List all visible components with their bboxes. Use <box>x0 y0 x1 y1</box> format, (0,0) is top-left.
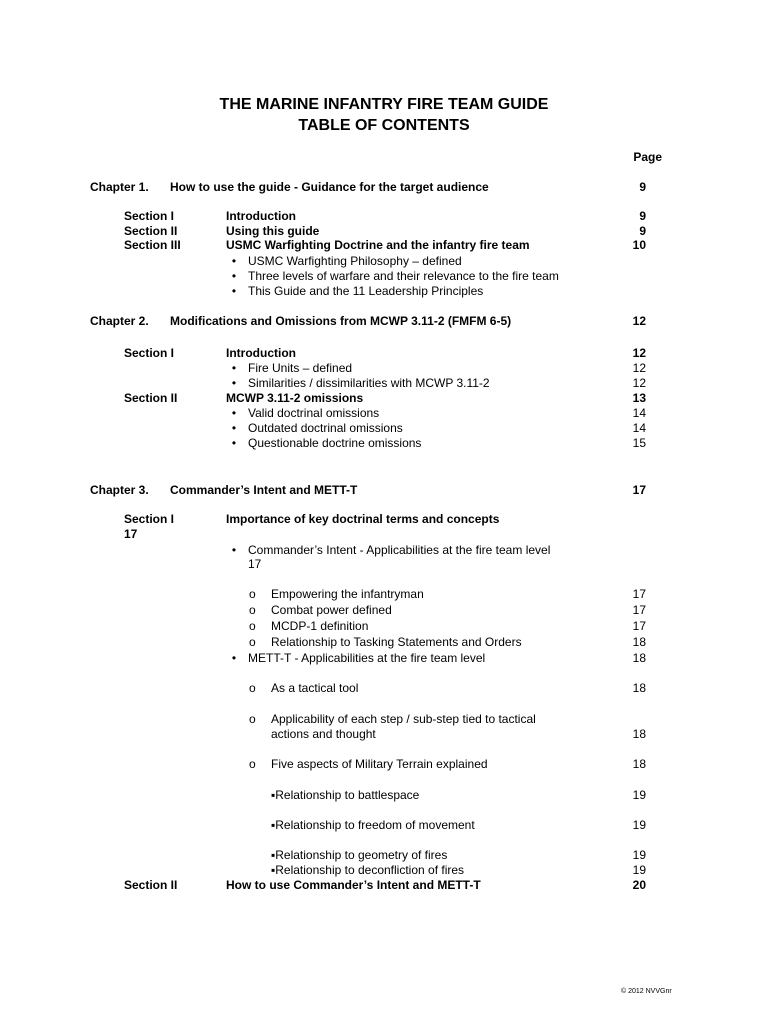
circle-bullet-icon: o <box>249 587 256 601</box>
bullet-icon: • <box>231 254 237 268</box>
ch3-section-1-page: 17 <box>124 527 138 541</box>
ch3-terrain-item: Five aspects of Military Terrain explained <box>271 757 488 771</box>
chapter-2-page: 12 <box>632 314 646 328</box>
ch1-section-3-title: USMC Warfighting Doctrine and the infantry fire team <box>226 238 530 252</box>
page-column-header: Page <box>633 150 662 164</box>
ch2-section-1-title: Introduction <box>226 346 296 360</box>
ch3-rel-item-2-page: 19 <box>632 818 646 832</box>
circle-bullet-icon: o <box>249 603 256 617</box>
ch3-tool-page: 18 <box>632 681 646 695</box>
bullet-icon: • <box>231 543 237 557</box>
bullet-icon: • <box>231 361 237 375</box>
ch2-section-1-label: Section I <box>124 346 175 360</box>
ch1-bullet-1: USMC Warfighting Philosophy – defined <box>248 254 462 268</box>
bullet-icon: • <box>231 376 237 390</box>
ch2-section-2-label: Section II <box>124 391 178 405</box>
bullet-icon: • <box>231 436 237 450</box>
chapter-1-page: 9 <box>639 180 646 194</box>
bullet-icon: • <box>231 406 237 420</box>
chapter-2-title: Modifications and Omissions from MCWP 3.11-2 (FMFM 6-5) <box>170 314 512 328</box>
ch3-intent-sub-2-page: 17 <box>632 603 646 617</box>
ch3-rel-item-3-page: 19 <box>632 848 646 862</box>
ch3-intent-sub-1-page: 17 <box>632 587 646 601</box>
ch3-tool-item: As a tactical tool <box>271 681 359 695</box>
ch3-rel-item-1: ▪Relationship to battlespace <box>271 788 420 802</box>
circle-bullet-icon: o <box>249 757 256 771</box>
chapter-1-label: Chapter 1. <box>90 180 149 194</box>
ch1-section-1-label: Section I <box>124 209 175 223</box>
ch3-intent-sub-3: MCDP-1 definition <box>271 619 369 633</box>
ch3-applic-line-1: Applicability of each step / sub-step tied to tactical <box>271 712 536 726</box>
ch2-sec2-item-1: Valid doctrinal omissions <box>248 406 380 420</box>
ch2-sec2-item-1-page: 14 <box>632 406 646 420</box>
ch2-sec1-item-2-page: 12 <box>632 376 646 390</box>
bullet-icon: • <box>231 269 237 283</box>
bullet-icon: • <box>231 651 237 665</box>
bullet-icon: • <box>231 284 237 298</box>
circle-bullet-icon: o <box>249 681 256 695</box>
ch1-bullet-2: Three levels of warfare and their relevance to the fire team <box>248 269 559 283</box>
ch2-sec2-item-2: Outdated doctrinal omissions <box>248 421 403 435</box>
ch1-section-2-label: Section II <box>124 224 178 238</box>
ch3-mett-page: 18 <box>632 651 646 665</box>
ch3-intent-item: Commander’s Intent - Applicabilities at the fire team level <box>248 543 551 557</box>
ch3-section-1-label: Section I <box>124 512 175 526</box>
ch1-section-1-page: 9 <box>639 209 646 223</box>
ch1-section-1-title: Introduction <box>226 209 296 223</box>
ch2-section-1-page: 12 <box>632 346 646 360</box>
ch3-intent-sub-3-page: 17 <box>632 619 646 633</box>
ch1-section-3-page: 10 <box>632 238 646 252</box>
document-subtitle: TABLE OF CONTENTS <box>298 117 470 134</box>
ch2-section-2-title: MCWP 3.11-2 omissions <box>226 391 364 405</box>
circle-bullet-icon: o <box>249 712 256 726</box>
ch2-sec1-item-2: Similarities / dissimilarities with MCWP 3.11-2 <box>248 376 490 390</box>
circle-bullet-icon: o <box>249 635 256 649</box>
ch3-rel-item-4-page: 19 <box>632 863 646 877</box>
bullet-icon: • <box>231 421 237 435</box>
ch2-sec2-item-3: Questionable doctrine omissions <box>248 436 422 450</box>
ch1-section-3-label: Section III <box>124 238 181 252</box>
copyright-footer: © 2012 NVVGnr <box>621 988 672 995</box>
ch3-intent-page: 17 <box>248 557 262 571</box>
chapter-3-page: 17 <box>632 483 646 497</box>
ch3-rel-item-4: ▪Relationship to deconfliction of fires <box>271 863 465 877</box>
ch3-rel-item-1-page: 19 <box>632 788 646 802</box>
ch2-sec1-item-1-page: 12 <box>632 361 646 375</box>
ch2-sec1-item-1: Fire Units – defined <box>248 361 353 375</box>
ch3-rel-item-2: ▪Relationship to freedom of movement <box>271 818 475 832</box>
chapter-3-label: Chapter 3. <box>90 483 149 497</box>
ch3-intent-sub-2: Combat power defined <box>271 603 392 617</box>
ch2-sec2-item-2-page: 14 <box>632 421 646 435</box>
ch3-intent-sub-4-page: 18 <box>632 635 646 649</box>
ch3-intent-sub-1: Empowering the infantryman <box>271 587 424 601</box>
ch2-section-2-page: 13 <box>632 391 646 405</box>
document-title: THE MARINE INFANTRY FIRE TEAM GUIDE <box>219 96 549 113</box>
ch3-applic-line-2: actions and thought <box>271 727 376 741</box>
chapter-1-title: How to use the guide - Guidance for the target audience <box>170 180 489 194</box>
ch2-sec2-item-3-page: 15 <box>632 436 646 450</box>
ch3-terrain-page: 18 <box>632 757 646 771</box>
ch3-rel-item-3: ▪Relationship to geometry of fires <box>271 848 448 862</box>
ch1-section-2-title: Using this guide <box>226 224 320 238</box>
ch3-section-1-title: Importance of key doctrinal terms and concepts <box>226 512 500 526</box>
ch3-section-2-title: How to use Commander’s Intent and METT-T <box>226 878 481 892</box>
circle-bullet-icon: o <box>249 619 256 633</box>
ch3-intent-sub-4: Relationship to Tasking Statements and Orders <box>271 635 522 649</box>
ch3-section-2-label: Section II <box>124 878 178 892</box>
ch1-section-2-page: 9 <box>639 224 646 238</box>
ch1-bullet-3: This Guide and the 11 Leadership Principles <box>248 284 484 298</box>
ch3-mett-item: METT-T - Applicabilities at the fire team level <box>248 651 486 665</box>
ch3-section-2-page: 20 <box>632 878 646 892</box>
chapter-3-title: Commander’s Intent and METT-T <box>170 483 358 497</box>
ch3-applic-page: 18 <box>632 727 646 741</box>
chapter-2-label: Chapter 2. <box>90 314 149 328</box>
